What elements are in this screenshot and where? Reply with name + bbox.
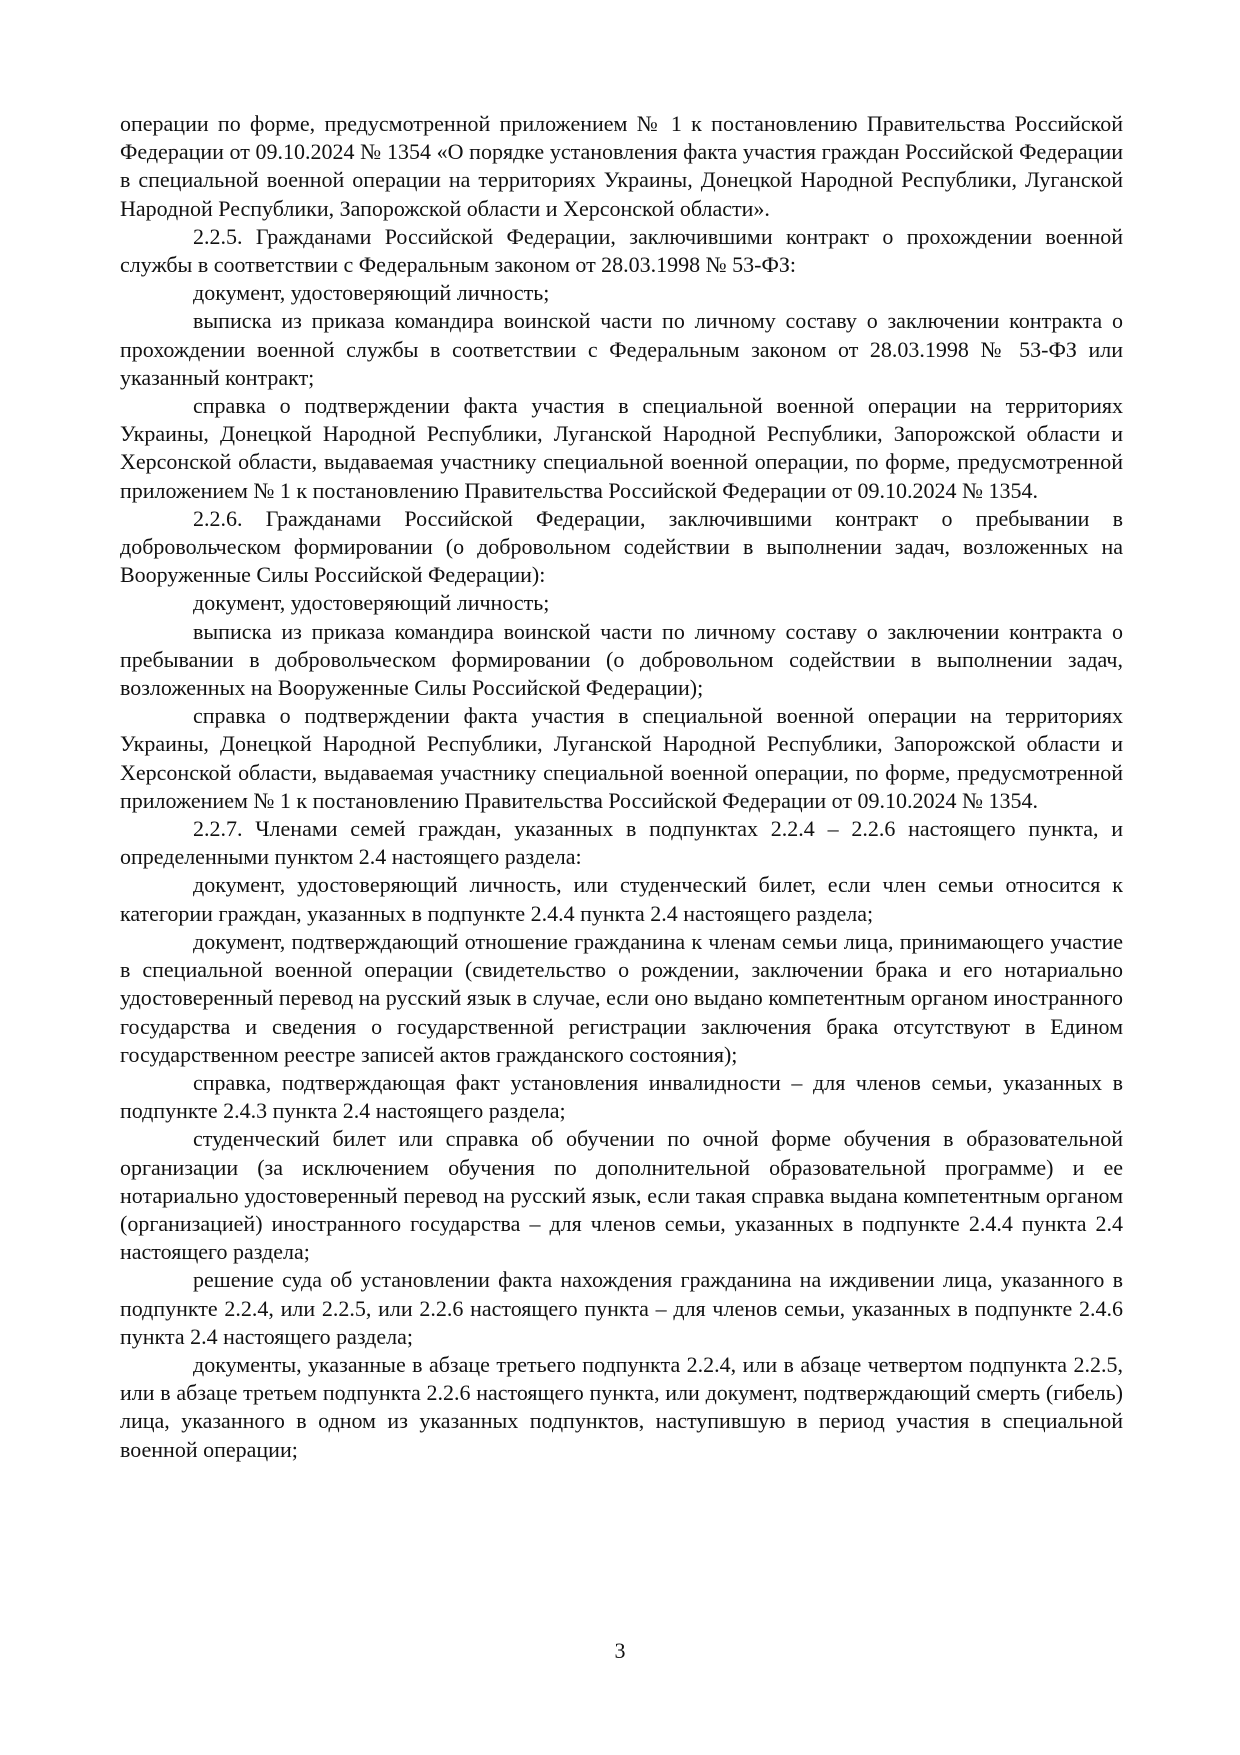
paragraph-court-decision: решение суда об установлении факта нахождения гражданина на иждивении лица, указанного в подпункте 2.2.4, или 2.2.5, или 2.2.6 настоящего пункта – для членов семьи, указанных в подпункте 2.4.6 пункта 2.4 настоящего раздела; <box>120 1267 1123 1349</box>
paragraph-family-relation-doc: документ, подтверждающий отношение гражданина к членам семьи лица, принимающего участие в специальной военной операции (свидетельство о рождении, заключении брака и его нотариально удостоверенный перевод на русский язык в случае, если оно выдано компетентным органом иностранного государства и сведения о государственной регистрации заключения брака отсутствуют в Едином государственном реестре записей актов гражданского состояния); <box>120 928 1123 1067</box>
paragraph-student-certificate: студенческий билет или справка об обучении по очной форме обучения в образовательной организации (за исключением обучения по дополнительной образовательной программе) и ее нотариально удостоверенный перевод на русский язык, если такая справка выдана компетентным органом (организацией) иностранного государства – для членов семьи, указанных в подпункте 2.4.4 пункта 2.4 настоящего раздела; <box>120 1126 1123 1265</box>
paragraph-continuation: операции по форме, предусмотренной приложением № 1 к постановлению Правительства Российской Федерации от 09.10.2024 № 1354 «О порядке установления факта участия граждан Российской Федерации в специальной военной операции на территориях Украины, Донецкой Народной Республики, Луганской Народной Республики, Запорожской области и Херсонской области». <box>120 111 1123 221</box>
paragraph-identity-doc-2: документ, удостоверяющий личность; <box>193 590 550 616</box>
paragraph-disability-certificate: справка, подтверждающая факт установления инвалидности – для членов семьи, указанных в подпункте 2.4.3 пункта 2.4 настоящего раздела; <box>120 1069 1123 1124</box>
paragraph-order-extract-2: выписка из приказа командира воинской части по личному составу о заключении контракта о пребывании в добровольческом формировании (о добровольном содействии в выполнении задач, возложенных на Вооруженные Силы Российской Федерации); <box>120 618 1123 701</box>
paragraph-death-documents: документы, указанные в абзаце третьего подпункта 2.2.4, или в абзаце четвертом подпункта 2.2.5, или в абзаце третьем подпункта 2.2.6 настоящего пункта, или документ, подтверждающий смерть (гибель) лица, указанного в одном из указанных подпунктов, наступившую в период участия в специальной военной операции; <box>120 1351 1123 1462</box>
paragraph-2-2-5: 2.2.5. Гражданами Российской Федерации, заключившими контракт о прохождении военной службы в соответствии с Федеральным законом от 28.03.1998 № 53-ФЗ: <box>120 223 1123 278</box>
paragraph-identity-doc-1: документ, удостоверяющий личность; <box>193 280 550 306</box>
page-number: 3 <box>614 1638 626 1663</box>
paragraph-2-2-7: 2.2.7. Членами семей граждан, указанных в подпунктах 2.2.4 – 2.2.6 настоящего пункта, и определенными пунктом 2.4 настоящего раздела: <box>120 816 1123 870</box>
paragraph-2-2-6: 2.2.6. Гражданами Российской Федерации, заключившими контракт о пребывании в добровольческом формировании (о добровольном содействии в выполнении задач, возложенных на Вооруженные Силы Российской Федерации): <box>120 505 1123 588</box>
paragraph-identity-or-student-card: документ, удостоверяющий личность, или студенческий билет, если член семьи относится к категории граждан, указанных в подпункте 2.4.4 пункта 2.4 настоящего раздела; <box>120 872 1123 926</box>
paragraph-certificate-2: справка о подтверждении факта участия в специальной военной операции на территориях Украины, Донецкой Народной Республики, Луганской Народной Республики, Запорожской области и Херсонской области, выдаваемая участнику специальной военной операции, по форме, предусмотренной приложением № 1 к постановлению Правительства Российской Федерации от 09.10.2024 № 1354. <box>120 703 1123 813</box>
paragraph-order-extract-1: выписка из приказа командира воинской части по личному составу о заключении контракта о прохождении военной службы в соответствии с Федеральным законом от 28.03.1998 № 53-ФЗ или указанный контракт; <box>120 308 1123 390</box>
paragraph-certificate-1: справка о подтверждении факта участия в специальной военной операции на территориях Украины, Донецкой Народной Республики, Луганской Народной Республики, Запорожской области и Херсонской области, выдаваемая участнику специальной военной операции, по форме, предусмотренной приложением № 1 к постановлению Правительства Российской Федерации от 09.10.2024 № 1354. <box>120 393 1123 503</box>
document-page <box>120 110 1123 1464</box>
